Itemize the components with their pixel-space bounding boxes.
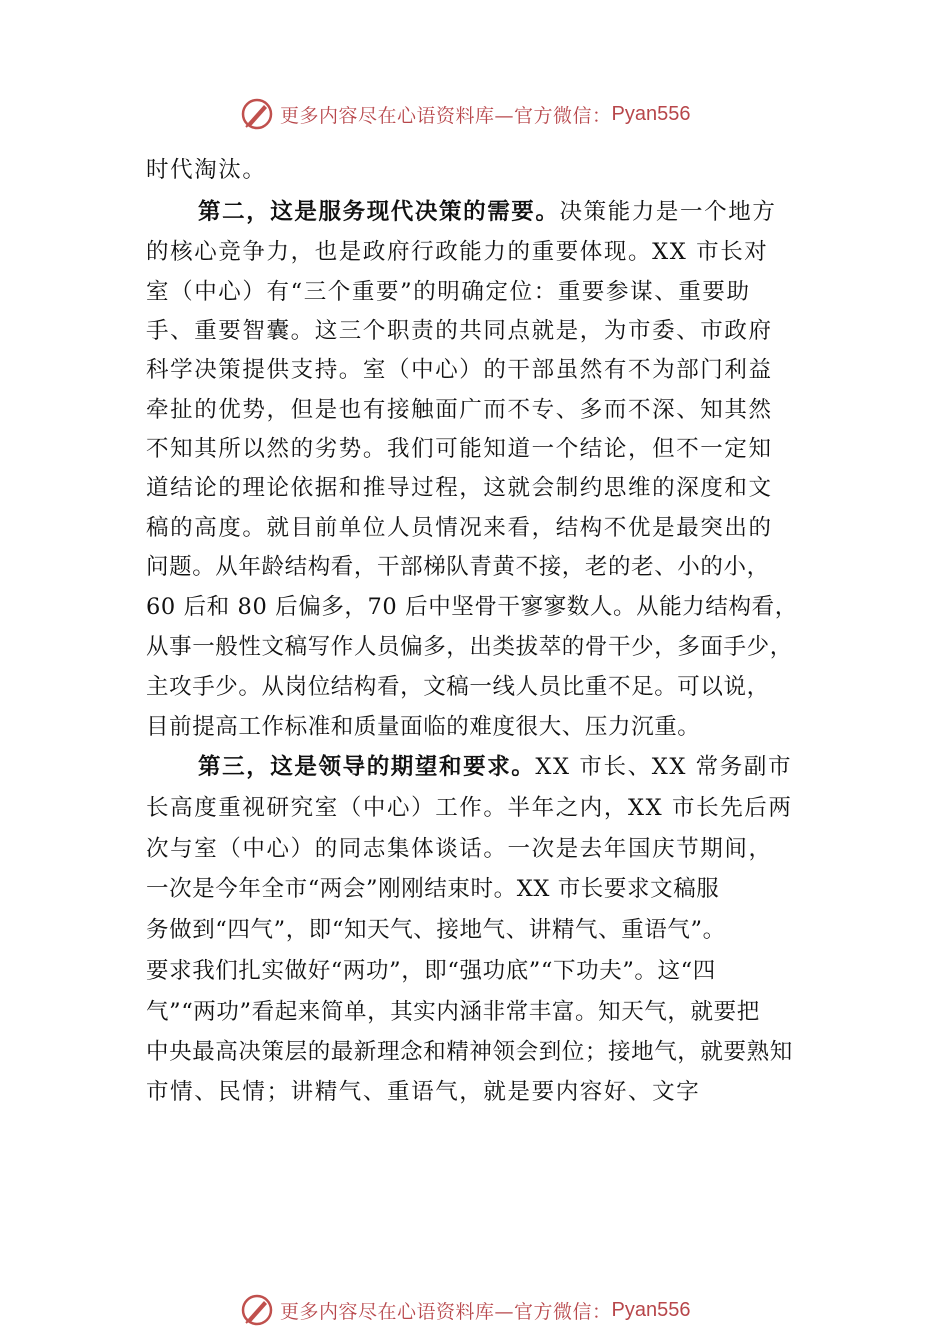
- text-line: 道结论的理论依据和推导过程，这就会制约思维的深度和文: [146, 475, 773, 501]
- text-line: 主攻手少。从岗位结构看，文稿一线人员比重不足。可以说，: [146, 674, 770, 700]
- text-line: 室（中心）有“三个重要”的明确定位：重要参谋、重要助: [146, 279, 751, 305]
- text-line: 长高度重视研究室（中心）工作。半年之内，XX 市长先后两: [146, 795, 793, 821]
- watermark-text: 更多内容尽在心语资料库—官方微信：: [280, 104, 612, 127]
- pen-seal-icon: [240, 1293, 274, 1327]
- watermark-text: 更多内容尽在心语资料库—官方微信：: [280, 1300, 612, 1323]
- paragraph-3-first-line: [198, 747, 792, 787]
- text-line: 务做到“四气”，即“知天气、接地气、讲精气、重语气”。: [146, 917, 726, 943]
- paragraph-heading: 第三，这是领导的期望和要求。: [198, 754, 536, 780]
- paragraph-heading: 第二，这是服务现代决策的需要。: [198, 199, 560, 225]
- text-line: 一次是今年全市“两会”刚刚结束时。XX 市长要求文稿服: [146, 876, 720, 902]
- text-line: 60 后和 80 后偏多，70 后中坚骨干寥寥数人。从能力结构看，: [146, 594, 798, 620]
- text-line: 问题。从年龄结构看，干部梯队青黄不接，老的老、小的小，: [146, 554, 770, 580]
- text-line: 中央最高决策层的最新理念和精神领会到位；接地气，就要熟知: [146, 1039, 793, 1065]
- text-line: 从事一般性文稿写作人员偏多，出类拔萃的骨干少，多面手少，: [146, 634, 793, 660]
- text-line: 科学决策提供支持。室（中心）的干部虽然有不为部门利益: [146, 357, 773, 383]
- text-line: 手、重要智囊。这三个职责的共同点就是，为市委、市政府: [146, 318, 773, 344]
- text-run: XX 市长、XX 常务副市: [535, 754, 793, 780]
- text-line: 次与室（中心）的同志集体谈话。一次是去年国庆节期间，: [146, 836, 773, 862]
- pen-seal-icon: [240, 97, 274, 131]
- text-line: 稿的高度。就目前单位人员情况来看，结构不优是最突出的: [146, 515, 773, 541]
- header-watermark: [240, 94, 760, 134]
- text-line: 时代淘汰。: [146, 157, 267, 183]
- text-line: 的核心竞争力，也是政府行政能力的重要体现。XX 市长对: [146, 239, 769, 265]
- footer-watermark: [240, 1290, 760, 1330]
- text-line: 要求我们扎实做好“两功”，即“强功底”“下功夫”。这“四: [146, 958, 716, 984]
- watermark-id: Pyan556: [611, 1298, 691, 1321]
- text-run: 决策能力是一个地方: [559, 199, 777, 225]
- text-line: 气”“两功”看起来简单，其实内涵非常丰富。知天气，就要把: [146, 999, 760, 1025]
- text-line: 牵扯的优势，但是也有接触面广而不专、多而不深、知其然: [146, 397, 773, 423]
- text-line: 不知其所以然的劣势。我们可能知道一个结论，但不一定知: [146, 436, 773, 462]
- text-line: 目前提高工作标准和质量面临的难度很大、压力沉重。: [146, 714, 701, 740]
- watermark-id: Pyan556: [611, 102, 691, 125]
- text-line: 市情、民情；讲精气、重语气，就是要内容好、文字: [146, 1079, 701, 1105]
- paragraph-2-first-line: [198, 192, 776, 232]
